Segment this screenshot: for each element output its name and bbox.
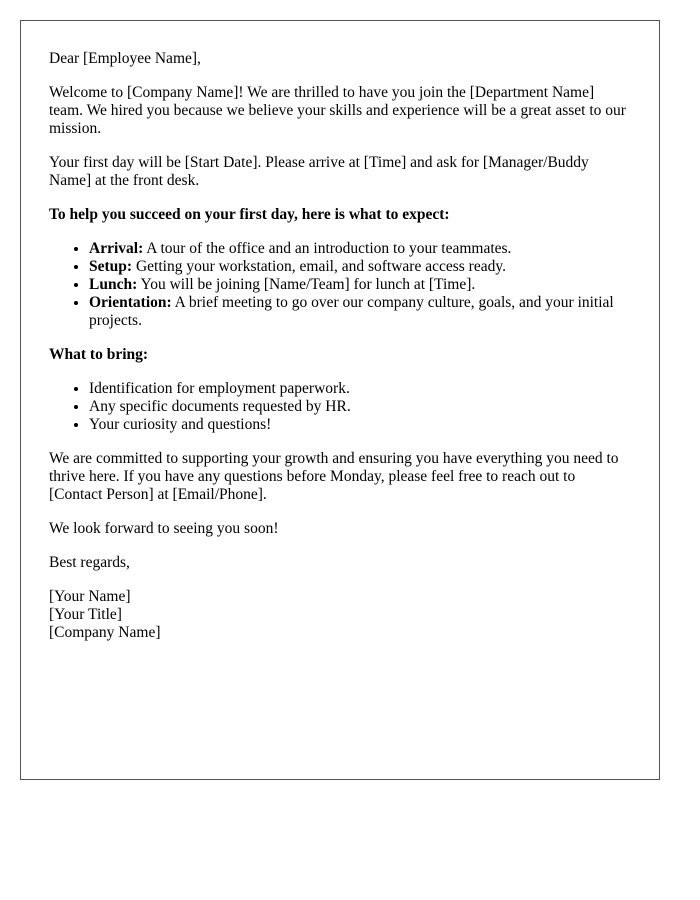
list-item: • Identification for employment paperwork. xyxy=(89,380,631,398)
support-paragraph: We are committed to supporting your growth and ensuring you have everything you need to thrive here. If you have any questions before Monday, please feel free to reach out to [Contact Person] at [Email/Phone]. xyxy=(49,450,619,503)
signature-block xyxy=(49,588,631,642)
list-item-text: A tour of the office and an introduction to your teammates. xyxy=(143,240,512,257)
list-item xyxy=(89,294,631,330)
signature-title: [Your Title] xyxy=(49,606,122,623)
list-item xyxy=(89,276,631,294)
list-item-label: Arrival: xyxy=(89,240,144,257)
signature-name: [Your Name] xyxy=(49,588,131,605)
list-item: • Your curiosity and questions! xyxy=(89,416,631,434)
list-item-text: A brief meeting to go over our company culture, goals, and your initial projects. xyxy=(89,294,614,329)
bring-list xyxy=(49,380,631,434)
list-item xyxy=(89,258,631,276)
welcome-paragraph: Welcome to [Company Name]! We are thrilled to have you join the [Department Name] team. We hired you because we believe your skills and experience will be a great asset to our mission. xyxy=(49,84,626,137)
first-day-paragraph: Your first day will be [Start Date]. Please arrive at [Time] and ask for [Manager/Buddy Name] at the front desk. xyxy=(49,154,589,189)
look-forward-paragraph: We look forward to seeing you soon! xyxy=(49,520,279,537)
list-item-label: Lunch: xyxy=(89,276,138,293)
bring-heading: What to bring: xyxy=(49,346,149,363)
expect-list xyxy=(49,240,631,330)
list-item-label: Setup: xyxy=(89,258,133,275)
list-item xyxy=(89,240,631,258)
signature-company: [Company Name] xyxy=(49,624,161,641)
list-item-text: Getting your workstation, email, and software access ready. xyxy=(132,258,506,275)
list-item: • Any specific documents requested by HR. xyxy=(89,398,631,416)
list-item-text: You will be joining [Name/Team] for lunch at [Time]. xyxy=(137,276,476,293)
greeting: Dear [Employee Name], xyxy=(49,50,201,67)
list-item-label: Orientation: xyxy=(89,294,172,311)
letter-page xyxy=(20,20,660,780)
expect-heading: To help you succeed on your first day, here is what to expect: xyxy=(49,206,450,223)
closing: Best regards, xyxy=(49,554,130,571)
